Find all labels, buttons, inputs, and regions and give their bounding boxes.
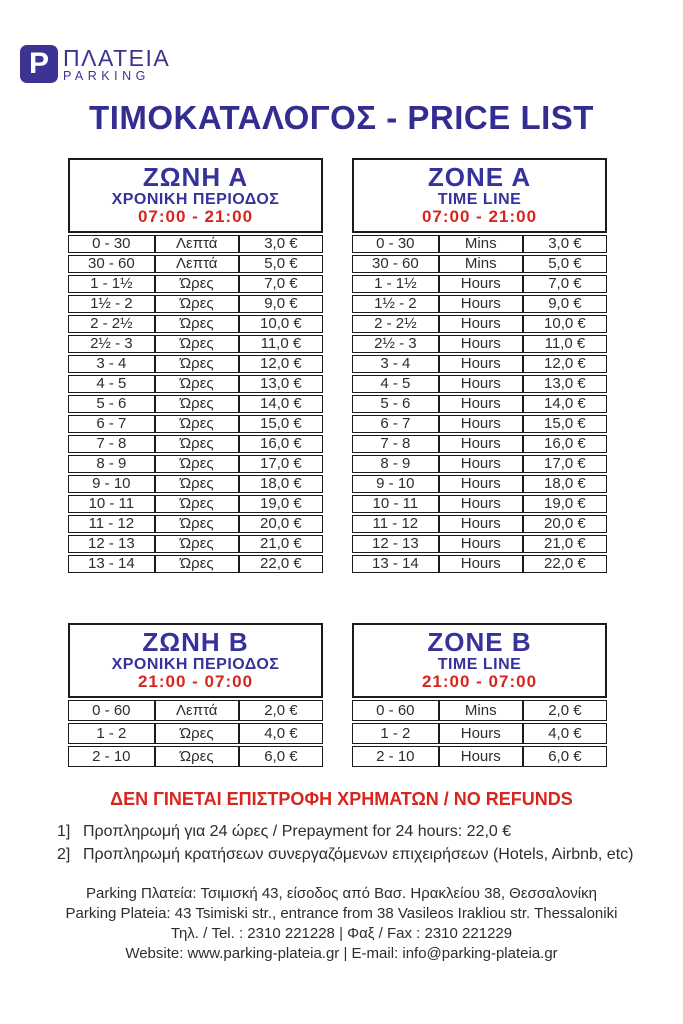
table-cell: Ώρες: [155, 746, 239, 767]
table-cell: 13,0 €: [239, 375, 323, 393]
zone-title: ΖΩΝΗ Β: [142, 627, 249, 657]
table-cell: 11 - 12: [352, 515, 439, 533]
table-cell: 16,0 €: [239, 435, 323, 453]
table-cell: Ώρες: [155, 335, 239, 353]
address-greek: Parking Πλατεία: Τσιμισκή 43, είσοδος από Βασ. Ηρακλείου 38, Θεσσαλονίκη: [86, 885, 597, 902]
table-cell: 12 - 13: [352, 535, 439, 553]
table-cell: Hours: [439, 375, 523, 393]
table-cell: 22,0 €: [523, 555, 607, 573]
table-cell: Ώρες: [155, 315, 239, 333]
table-row: [68, 355, 323, 373]
table-row: [68, 395, 323, 413]
table-cell: 18,0 €: [239, 475, 323, 493]
table-cell: 12,0 €: [239, 355, 323, 373]
table-cell: Ώρες: [155, 415, 239, 433]
zone-time-range: 21:00 - 07:00: [421, 672, 538, 691]
table-cell: Ώρες: [155, 355, 239, 373]
table-cell: 2 - 10: [68, 746, 155, 767]
table-cell: 10,0 €: [523, 315, 607, 333]
table-cell: 30 - 60: [68, 255, 155, 273]
table-row: [352, 475, 607, 493]
table-cell: Hours: [439, 495, 523, 513]
price-table-zone-a-greek: [68, 156, 323, 575]
table-row: [68, 235, 323, 253]
zone-subtitle: TIME LINE: [437, 191, 522, 208]
table-cell: 5 - 6: [68, 395, 155, 413]
table-row: [68, 275, 323, 293]
table-cell: Ώρες: [155, 435, 239, 453]
table-cell: 22,0 €: [239, 555, 323, 573]
zone-title: ZONE A: [427, 162, 532, 192]
table-cell: 9,0 €: [523, 295, 607, 313]
table-cell: Hours: [439, 315, 523, 333]
note-marker: 2]: [57, 846, 71, 863]
table-cell: Ώρες: [155, 555, 239, 573]
table-cell: 3 - 4: [68, 355, 155, 373]
table-cell: 2,0 €: [523, 700, 607, 721]
table-row: [68, 723, 323, 744]
phone-fax: Τηλ. / Tel. : 2310 221228 | Φαξ / Fax : 2310 221229: [170, 925, 513, 942]
table-cell: Ώρες: [155, 375, 239, 393]
table-cell: 8 - 9: [352, 455, 439, 473]
table-cell: 6 - 7: [68, 415, 155, 433]
table-cell: Hours: [439, 555, 523, 573]
table-row: [68, 375, 323, 393]
table-cell: 10 - 11: [68, 495, 155, 513]
table-cell: 15,0 €: [239, 415, 323, 433]
table-row: [352, 295, 607, 313]
table-row: [352, 275, 607, 293]
table-row: [352, 435, 607, 453]
table-row: [352, 700, 607, 721]
table-cell: 2 - 2½: [68, 315, 155, 333]
table-cell: 3,0 €: [523, 235, 607, 253]
table-cell: 21,0 €: [523, 535, 607, 553]
table-cell: 4 - 5: [352, 375, 439, 393]
table-cell: 0 - 60: [68, 700, 155, 721]
table-cell: Ώρες: [155, 275, 239, 293]
prepayment-notes: [57, 820, 633, 866]
price-table-zone-a-english: [352, 156, 607, 575]
table-cell: 1 - 2: [352, 723, 439, 744]
table-cell: 0 - 60: [352, 700, 439, 721]
table-cell: 0 - 30: [352, 235, 439, 253]
table-row: [68, 335, 323, 353]
table-cell: 18,0 €: [523, 475, 607, 493]
table-cell: Λεπτά: [155, 235, 239, 253]
table-cell: 2 - 10: [352, 746, 439, 767]
table-row: [68, 315, 323, 333]
parking-logo-icon: P: [20, 45, 58, 83]
table-header-zone-a-greek: [68, 158, 323, 233]
table-cell: 11,0 €: [523, 335, 607, 353]
table-cell: Ώρες: [155, 295, 239, 313]
table-row: [68, 475, 323, 493]
table-cell: 21,0 €: [239, 535, 323, 553]
price-table-zone-b-english: [352, 621, 607, 769]
table-cell: Mins: [439, 235, 523, 253]
table-cell: 9 - 10: [68, 475, 155, 493]
zone-time-range: 21:00 - 07:00: [137, 672, 254, 691]
table-cell: 2½ - 3: [352, 335, 439, 353]
logo-subname: PARKING: [63, 69, 150, 83]
table-row: [68, 295, 323, 313]
table-row: [352, 315, 607, 333]
zone-subtitle: ΧΡΟΝΙΚΗ ΠΕΡΙΟΔΟΣ: [111, 656, 280, 673]
table-cell: 12 - 13: [68, 535, 155, 553]
no-refunds-notice: ΔΕΝ ΓΙΝΕΤΑΙ ΕΠΙΣΤΡΟΦΗ ΧΡΗΜΑΤΩΝ / NO REFUNDS: [110, 789, 573, 809]
table-cell: 4,0 €: [523, 723, 607, 744]
table-cell: 8 - 9: [68, 455, 155, 473]
table-row: [68, 746, 323, 767]
table-cell: Hours: [439, 415, 523, 433]
table-cell: Hours: [439, 295, 523, 313]
table-cell: 13 - 14: [352, 555, 439, 573]
table-cell: 14,0 €: [523, 395, 607, 413]
table-cell: Λεπτά: [155, 255, 239, 273]
table-cell: 7 - 8: [68, 435, 155, 453]
table-row: [352, 335, 607, 353]
table-cell: 4 - 5: [68, 375, 155, 393]
zone-title: ZONE B: [427, 627, 532, 657]
table-row: [352, 375, 607, 393]
table-header-zone-b-greek: [68, 623, 323, 698]
table-cell: Hours: [439, 335, 523, 353]
page-title: ΤΙΜΟΚΑΤΑΛΟΓΟΣ - PRICE LIST: [89, 99, 594, 136]
table-cell: Hours: [439, 535, 523, 553]
table-row: [352, 235, 607, 253]
table-cell: 1 - 1½: [352, 275, 439, 293]
table-cell: 1 - 1½: [68, 275, 155, 293]
parking-logo: [20, 45, 170, 83]
note-text: Προπληρωμή για 24 ώρες / Prepayment for 24 hours: 22,0 €: [83, 823, 512, 840]
note-text: Προπληρωμή κρατήσεων συνεργαζόμενων επιχειρήσεων (Hotels, Airbnb, etc): [83, 846, 634, 863]
table-row: [68, 700, 323, 721]
table-cell: 6,0 €: [523, 746, 607, 767]
table-row: [68, 555, 323, 573]
table-cell: 7 - 8: [352, 435, 439, 453]
table-cell: 9 - 10: [352, 475, 439, 493]
table-cell: 30 - 60: [352, 255, 439, 273]
table-row: [352, 535, 607, 553]
table-cell: Ώρες: [155, 395, 239, 413]
table-row: [352, 395, 607, 413]
table-row: [68, 415, 323, 433]
zone-b-tables: [68, 621, 607, 769]
table-row: [352, 415, 607, 433]
table-cell: Mins: [439, 255, 523, 273]
table-cell: Hours: [439, 275, 523, 293]
table-cell: Hours: [439, 746, 523, 767]
zone-time-range: 07:00 - 21:00: [421, 207, 538, 226]
table-cell: Hours: [439, 475, 523, 493]
table-cell: 3 - 4: [352, 355, 439, 373]
zone-title: ΖΩΝΗ Α: [142, 162, 249, 192]
table-cell: 2½ - 3: [68, 335, 155, 353]
table-row: [68, 495, 323, 513]
table-cell: 1½ - 2: [352, 295, 439, 313]
table-header-zone-b-english: [352, 623, 607, 698]
table-cell: Ώρες: [155, 723, 239, 744]
table-cell: Λεπτά: [155, 700, 239, 721]
table-cell: Ώρες: [155, 455, 239, 473]
table-cell: 20,0 €: [523, 515, 607, 533]
table-row: [352, 555, 607, 573]
zone-subtitle: ΧΡΟΝΙΚΗ ΠΕΡΙΟΔΟΣ: [111, 191, 280, 208]
table-header-zone-a-english: [352, 158, 607, 233]
table-cell: 5,0 €: [239, 255, 323, 273]
table-cell: 16,0 €: [523, 435, 607, 453]
table-cell: Hours: [439, 515, 523, 533]
table-cell: 5 - 6: [352, 395, 439, 413]
address-english: Parking Plateia: 43 Tsimiski str., entrance from 38 Vasileos Irakliou str. Thessaloniki: [65, 905, 618, 922]
logo-name: ΠΛΑΤΕΙΑ: [63, 45, 171, 71]
table-cell: 1½ - 2: [68, 295, 155, 313]
table-row: [68, 535, 323, 553]
zone-time-range: 07:00 - 21:00: [137, 207, 254, 226]
table-row: [352, 455, 607, 473]
logo-text: [63, 45, 170, 83]
table-cell: Ώρες: [155, 515, 239, 533]
table-cell: 11 - 12: [68, 515, 155, 533]
table-cell: 15,0 €: [523, 415, 607, 433]
table-cell: 2,0 €: [239, 700, 323, 721]
table-row: [68, 455, 323, 473]
zone-subtitle: TIME LINE: [437, 656, 522, 673]
table-row: [352, 723, 607, 744]
table-cell: 7,0 €: [239, 275, 323, 293]
table-row: [68, 515, 323, 533]
table-cell: Hours: [439, 355, 523, 373]
website-email: Website: www.parking-plateia.gr | E-mail: info@parking-plateia.gr: [125, 945, 558, 962]
table-cell: 19,0 €: [523, 495, 607, 513]
table-cell: 6 - 7: [352, 415, 439, 433]
table-cell: 5,0 €: [523, 255, 607, 273]
price-table-zone-b-greek: [68, 621, 323, 769]
table-cell: 17,0 €: [239, 455, 323, 473]
table-cell: Hours: [439, 723, 523, 744]
table-cell: 12,0 €: [523, 355, 607, 373]
table-cell: 9,0 €: [239, 295, 323, 313]
table-row: [352, 515, 607, 533]
table-cell: 13 - 14: [68, 555, 155, 573]
table-cell: 4,0 €: [239, 723, 323, 744]
table-cell: Ώρες: [155, 535, 239, 553]
note-item: [57, 820, 633, 843]
contact-info: [0, 884, 683, 964]
table-cell: Hours: [439, 395, 523, 413]
zone-a-tables: [68, 156, 607, 575]
table-cell: 6,0 €: [239, 746, 323, 767]
table-cell: 7,0 €: [523, 275, 607, 293]
table-cell: Hours: [439, 435, 523, 453]
table-row: [352, 255, 607, 273]
table-cell: 1 - 2: [68, 723, 155, 744]
table-cell: 3,0 €: [239, 235, 323, 253]
table-cell: 10,0 €: [239, 315, 323, 333]
table-cell: 19,0 €: [239, 495, 323, 513]
table-row: [68, 255, 323, 273]
table-cell: 14,0 €: [239, 395, 323, 413]
table-cell: 10 - 11: [352, 495, 439, 513]
table-cell: 2 - 2½: [352, 315, 439, 333]
table-cell: 0 - 30: [68, 235, 155, 253]
table-row: [68, 435, 323, 453]
note-item: [57, 843, 633, 866]
table-cell: 13,0 €: [523, 375, 607, 393]
table-cell: 20,0 €: [239, 515, 323, 533]
table-row: [352, 355, 607, 373]
table-cell: 11,0 €: [239, 335, 323, 353]
note-marker: 1]: [57, 823, 71, 840]
table-cell: 17,0 €: [523, 455, 607, 473]
table-cell: Ώρες: [155, 475, 239, 493]
table-row: [352, 495, 607, 513]
table-row: [352, 746, 607, 767]
table-cell: Ώρες: [155, 495, 239, 513]
table-cell: Hours: [439, 455, 523, 473]
table-cell: Mins: [439, 700, 523, 721]
